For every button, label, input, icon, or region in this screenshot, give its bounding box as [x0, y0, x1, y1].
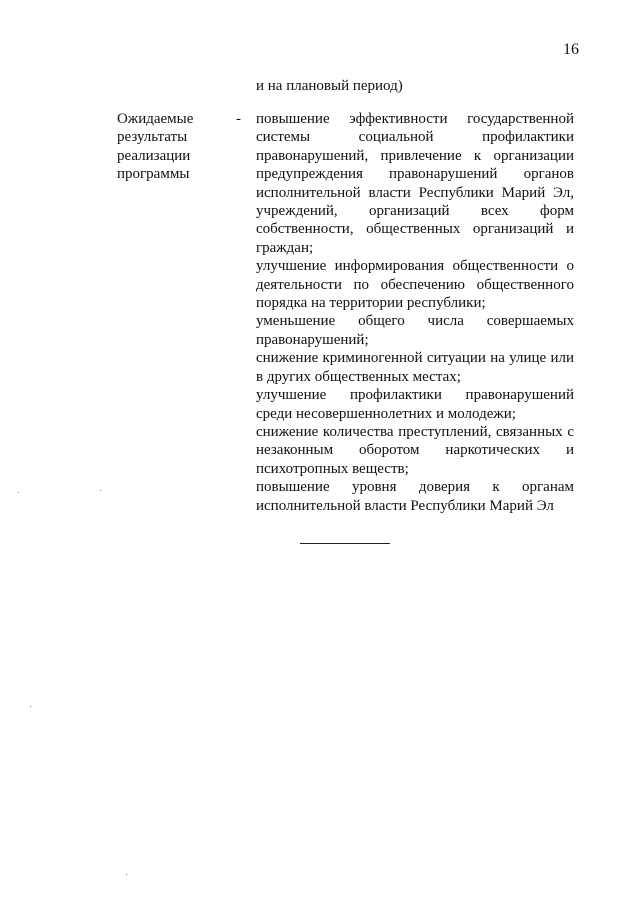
result-item: снижение криминогенной ситуации на улице или в других общественных местах;: [256, 350, 574, 385]
scan-speck: [126, 874, 127, 875]
label-line: программы: [117, 166, 190, 183]
expected-results-label: [117, 110, 222, 184]
result-item: улучшение профилактики правонарушений среди несовершеннолетних и молодежи;: [256, 387, 574, 422]
result-item: снижение количества преступлений, связанных с незаконным оборотом наркотических и психотропных веществ;: [256, 423, 574, 477]
end-rule: [300, 543, 390, 544]
page-number: 16: [563, 41, 579, 58]
label-line: Ожидаемые: [117, 111, 194, 127]
expected-results-list: [256, 110, 574, 515]
result-item: повышение эффективности государственной системы социальной профилактики правонарушений, привлечение к организации предупреждения правонарушений органов исполнительной власти Республики Марий Эл, учреждений, организаций всех форм собственности, общественных организаций и граждан;: [256, 111, 574, 256]
section-title-continuation: и на плановый период): [256, 78, 403, 94]
label-line: реализации: [117, 147, 191, 164]
label-dash: -: [236, 111, 241, 127]
result-item: уменьшение общего числа совершаемых правонарушений;: [256, 313, 574, 348]
result-item: улучшение информирования общественности о деятельности по обеспечению общественного порядка на территории республики;: [256, 258, 574, 312]
scan-speck: [100, 490, 101, 491]
result-item: повышение уровня доверия к органам исполнительной власти Республики Марий Эл: [256, 479, 574, 514]
scan-speck: [18, 492, 19, 493]
scan-speck: [30, 706, 31, 707]
label-line: результаты: [117, 129, 188, 146]
